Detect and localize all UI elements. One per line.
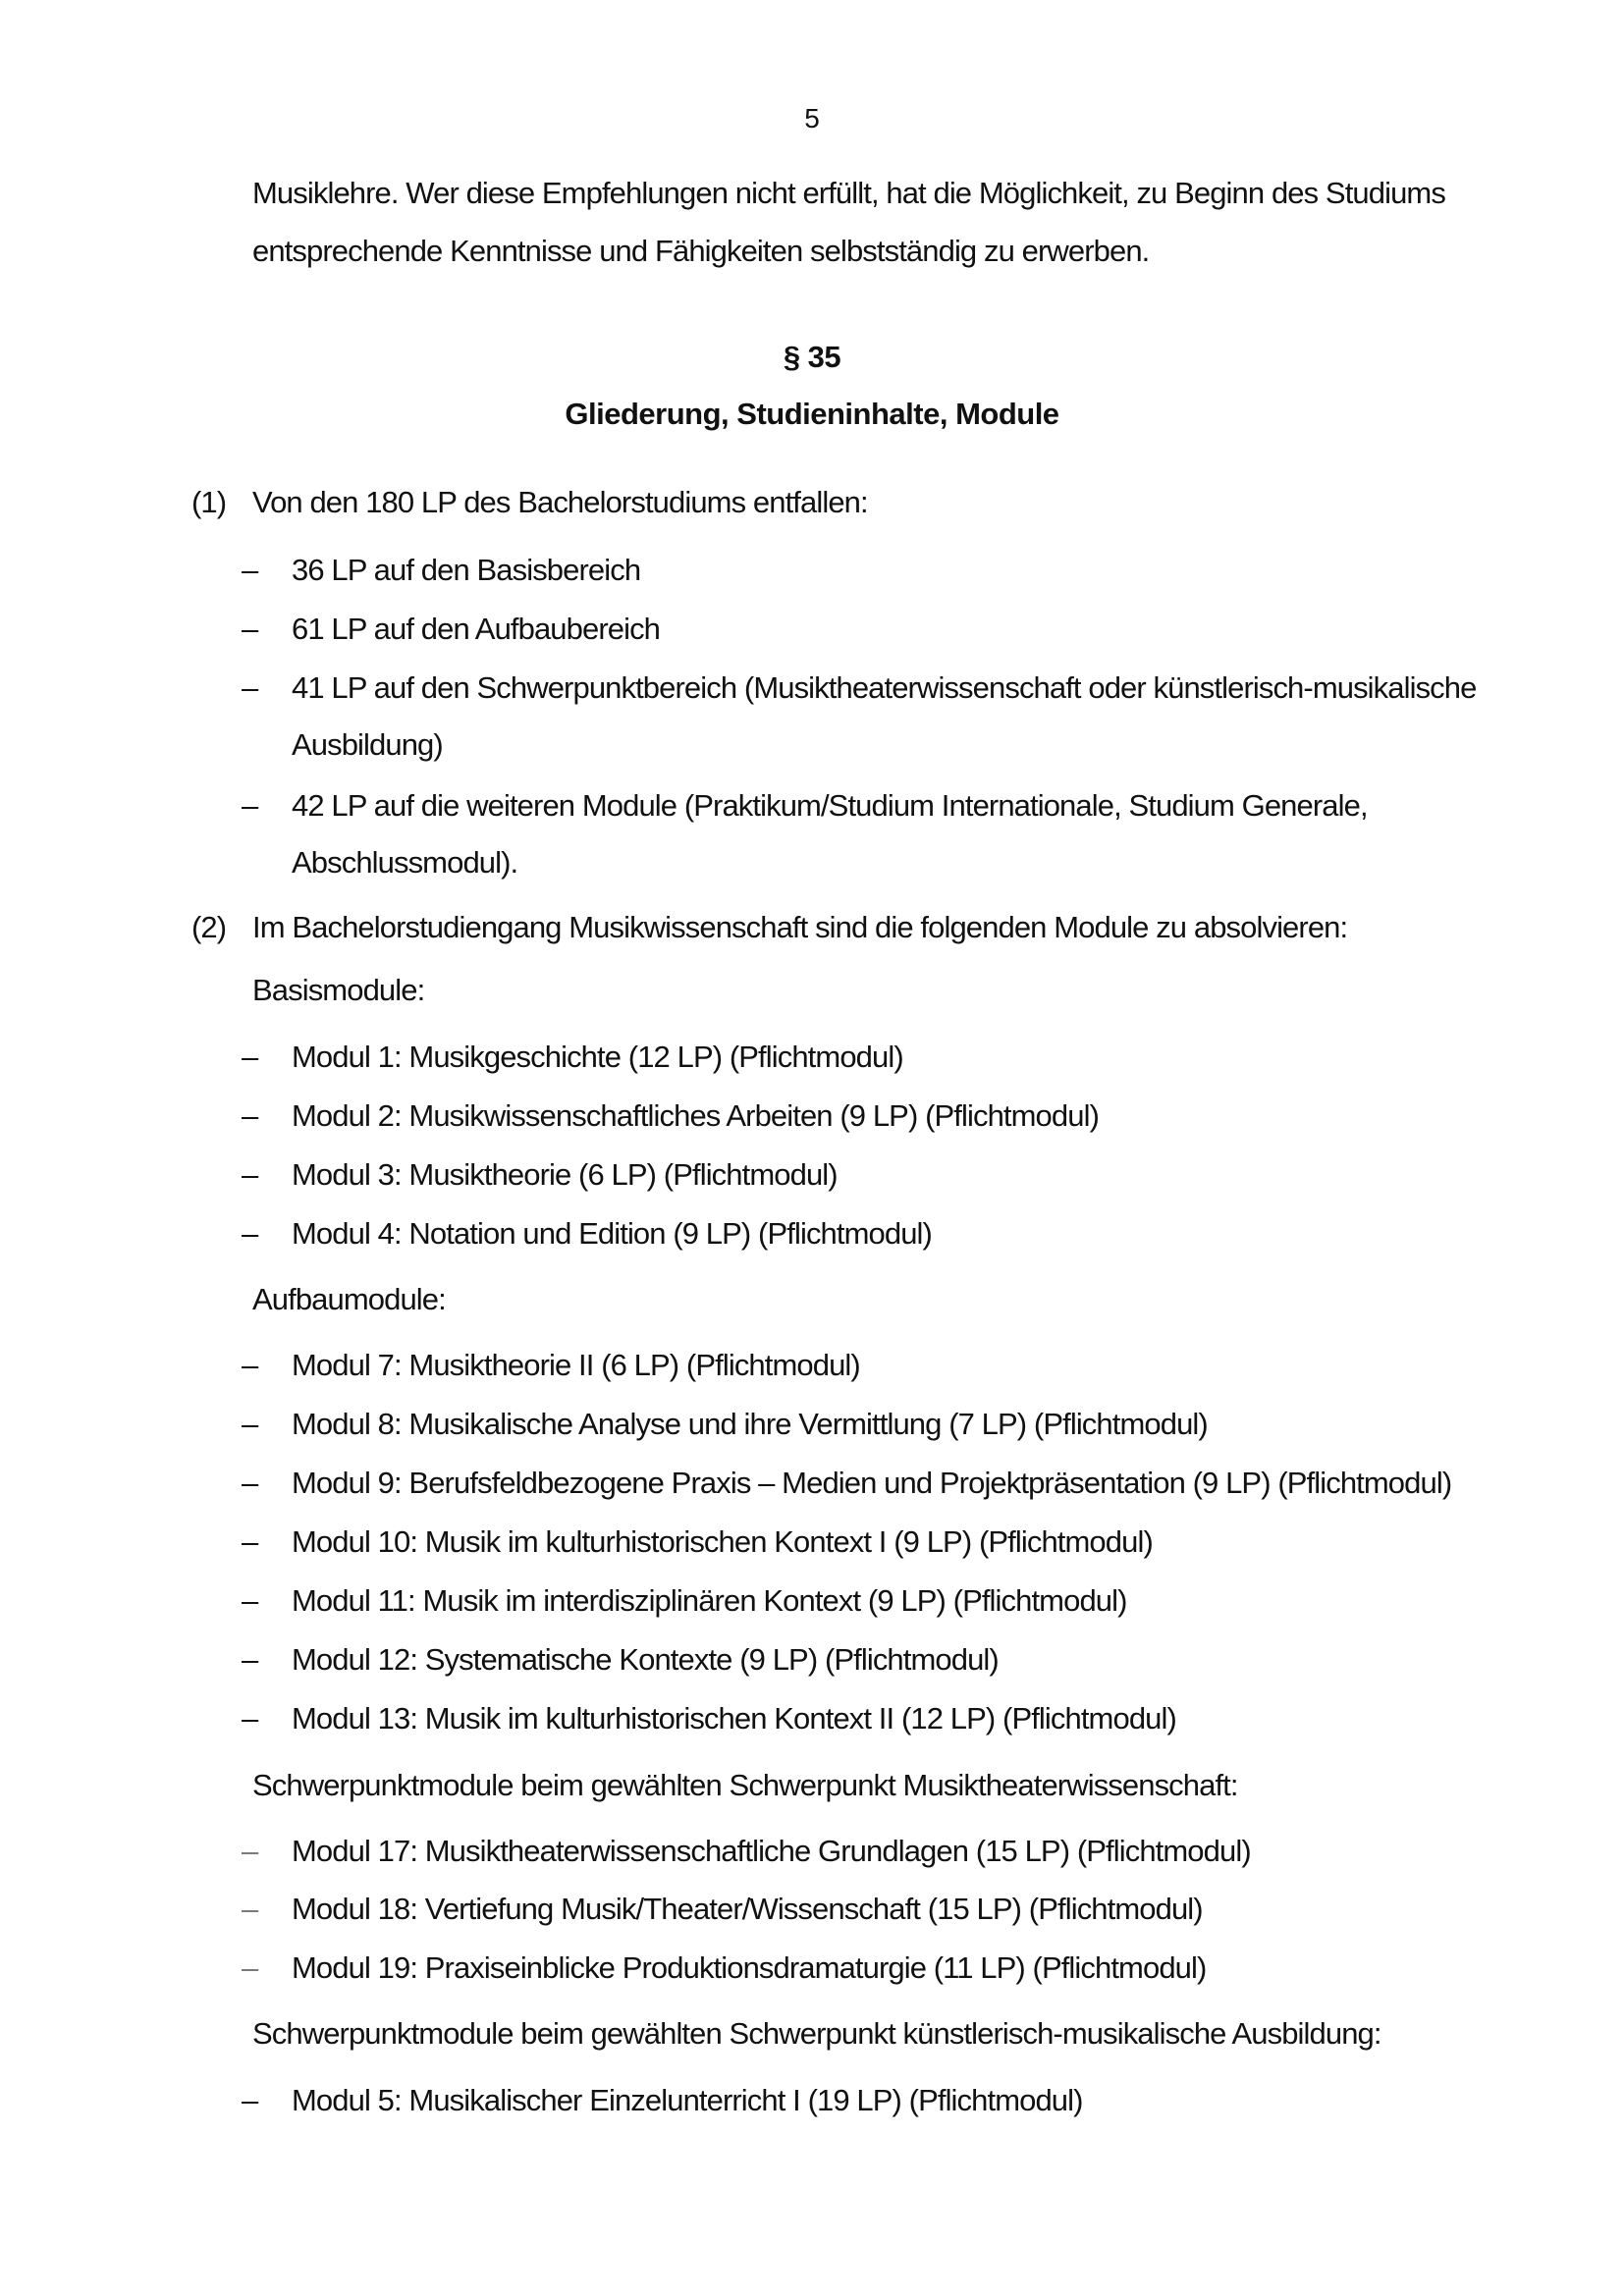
list-bullet: – — [242, 1216, 258, 1251]
list-bullet: – — [242, 1642, 258, 1677]
intro-line-2: entsprechende Kenntnisse und Fähigkeiten selbstständig zu erwerben. — [252, 234, 1150, 268]
list-bullet: – — [242, 1950, 258, 1985]
intro-line-1: Musiklehre. Wer diese Empfehlungen nicht erfüllt, hat die Möglichkeit, zu Beginn des Studiums — [252, 176, 1445, 210]
aufbau-module-item: Modul 7: Musiktheorie II (6 LP) (Pflichtmodul) — [292, 1348, 860, 1382]
list-bullet: – — [242, 1407, 258, 1441]
list-bullet: – — [242, 1834, 258, 1868]
page-number: 5 — [804, 103, 820, 133]
list-item-continuation: Ausbildung) — [292, 727, 443, 762]
list-bullet: – — [242, 788, 258, 823]
list-bullet: – — [242, 1524, 258, 1559]
aufbau-module-item: Modul 12: Systematische Kontexte (9 LP) (Pflichtmodul) — [292, 1642, 999, 1677]
paragraph-2-number: (2) — [191, 910, 227, 944]
aufbau-module-item: Modul 10: Musik im kulturhistorischen Kontext I (9 LP) (Pflichtmodul) — [292, 1524, 1153, 1559]
basis-module-item: Modul 2: Musikwissenschaftliches Arbeiten (9 LP) (Pflichtmodul) — [292, 1098, 1099, 1133]
paragraph-2-text: Im Bachelorstudiengang Musikwissenschaft sind die folgenden Module zu absolvieren: — [252, 910, 1348, 944]
list-bullet: – — [242, 553, 258, 587]
aufbau-module-item: Modul 8: Musikalische Analyse und ihre Vermittlung (7 LP) (Pflichtmodul) — [292, 1407, 1208, 1441]
list-bullet: – — [242, 1583, 258, 1618]
aufbau-module-item: Modul 9: Berufsfeldbezogene Praxis – Medien und Projektpräsentation (9 LP) (Pflichtmodul) — [292, 1466, 1452, 1500]
schwerpunkt-kuenstlerisch-label: Schwerpunktmodule beim gewählten Schwerpunkt künstlerisch-musikalische Ausbildung: — [252, 2016, 1381, 2051]
schwerpunkt-theater-label: Schwerpunktmodule beim gewählten Schwerpunkt Musiktheaterwissenschaft: — [252, 1768, 1238, 1802]
list-item: 42 LP auf die weiteren Module (Praktikum/Studium Internationale, Studium Generale, — [292, 788, 1368, 823]
schwerpunkt-theater-item: Modul 17: Musiktheaterwissenschaftliche Grundlagen (15 LP) (Pflichtmodul) — [292, 1834, 1251, 1868]
list-bullet: – — [242, 1701, 258, 1735]
aufbau-module-item: Modul 11: Musik im interdisziplinären Kontext (9 LP) (Pflichtmodul) — [292, 1583, 1127, 1618]
basis-label: Basismodule: — [252, 973, 425, 1007]
list-bullet: – — [242, 2083, 258, 2117]
section-number: § 35 — [783, 340, 841, 374]
list-item: 41 LP auf den Schwerpunktbereich (Musiktheaterwissenschaft oder künstlerisch-musikalische — [292, 670, 1477, 705]
schwerpunkt-kuenstlerisch-item: Modul 5: Musikalischer Einzelunterricht I (19 LP) (Pflichtmodul) — [292, 2083, 1083, 2117]
schwerpunkt-theater-item: Modul 18: Vertiefung Musik/Theater/Wissenschaft (15 LP) (Pflichtmodul) — [292, 1892, 1203, 1926]
basis-module-item: Modul 4: Notation und Edition (9 LP) (Pflichtmodul) — [292, 1216, 932, 1251]
basis-module-item: Modul 1: Musikgeschichte (12 LP) (Pflichtmodul) — [292, 1040, 903, 1074]
paragraph-1-number: (1) — [191, 485, 227, 519]
basis-module-item: Modul 3: Musiktheorie (6 LP) (Pflichtmodul) — [292, 1157, 838, 1192]
list-item-continuation: Abschlussmodul). — [292, 845, 518, 880]
list-item: 36 LP auf den Basisbereich — [292, 553, 641, 587]
list-bullet: – — [242, 1040, 258, 1074]
list-item: 61 LP auf den Aufbaubereich — [292, 612, 661, 646]
list-bullet: – — [242, 1348, 258, 1382]
paragraph-1-text: Von den 180 LP des Bachelorstudiums entfallen: — [252, 485, 868, 519]
list-bullet: – — [242, 612, 258, 646]
list-bullet: – — [242, 1892, 258, 1926]
list-bullet: – — [242, 1098, 258, 1133]
list-bullet: – — [242, 1466, 258, 1500]
list-bullet: – — [242, 670, 258, 705]
section-title: Gliederung, Studieninhalte, Module — [565, 397, 1059, 431]
aufbau-label: Aufbaumodule: — [252, 1282, 446, 1316]
schwerpunkt-theater-item: Modul 19: Praxiseinblicke Produktionsdramaturgie (11 LP) (Pflichtmodul) — [292, 1950, 1207, 1985]
aufbau-module-item: Modul 13: Musik im kulturhistorischen Kontext II (12 LP) (Pflichtmodul) — [292, 1701, 1176, 1735]
list-bullet: – — [242, 1157, 258, 1192]
